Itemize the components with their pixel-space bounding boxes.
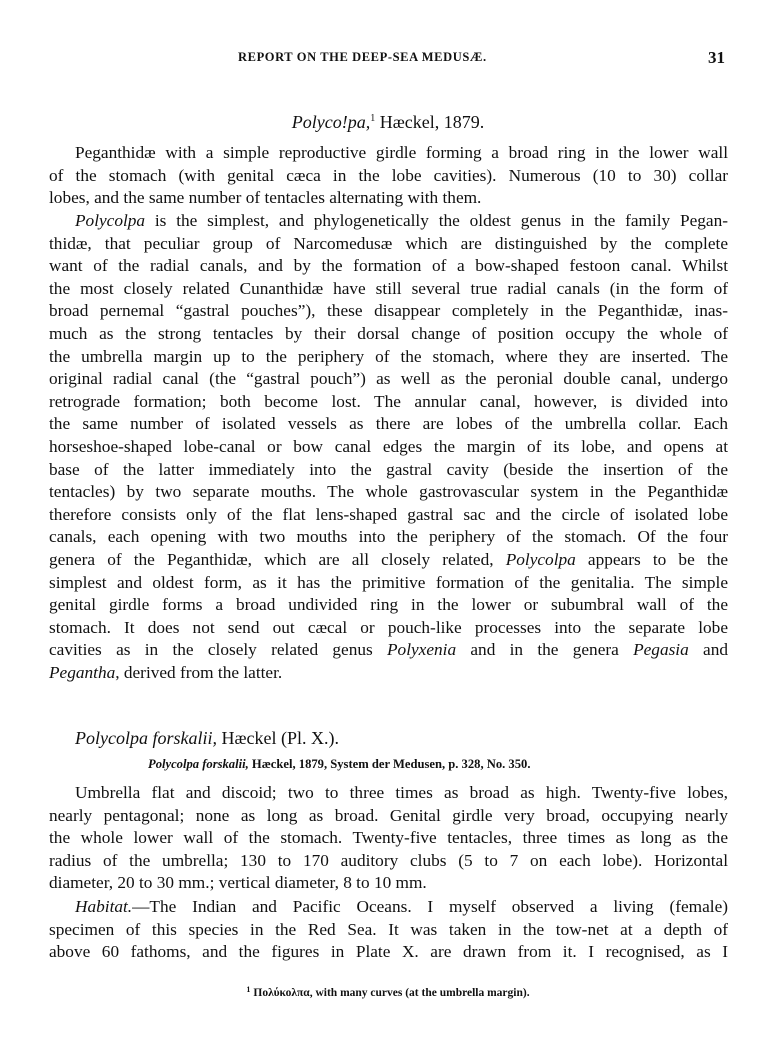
species-description-paragraph — [49, 782, 728, 895]
text-line — [49, 639, 728, 662]
species-authority: Hæckel (Pl. X.). — [216, 728, 339, 748]
species-heading — [75, 728, 339, 749]
footnote-number: 1 — [246, 985, 251, 994]
text-line: the most closely related Cunanthidæ have still several true radial canals (in the form of — [49, 278, 728, 298]
footnote-marker: 1 — [370, 113, 376, 124]
text-line: the whole lower wall of the stomach. Twenty-five tentacles, three times as long as the — [49, 828, 728, 848]
text-span: genera of the Peganthidæ, which are all closely related, — [49, 549, 506, 569]
text-line: canals, each opening with two mouths into the periphery of the stomach. Of the four — [49, 527, 728, 547]
text-line: stomach. It does not send out cæcal or pouch-like processes into the separate lobe — [49, 617, 728, 637]
text-span: appears to be the — [575, 549, 729, 569]
text-line — [49, 896, 728, 919]
text-line: therefore consists only of the flat lens-shaped gastral sac and the circle of isolated lobe — [49, 504, 728, 524]
text-line — [49, 210, 728, 233]
text-line: specimen of this species in the Red Sea. It was taken in the tow-net at a depth of — [49, 919, 728, 939]
text-line: Peganthidæ with a simple reproductive girdle forming a broad ring in the lower wall — [75, 143, 728, 162]
genus-name-italic: Pegasia — [633, 640, 689, 660]
synonym-citation: Hæckel, 1879, System der Medusen, p. 328, No. 350. — [248, 757, 531, 771]
text-line: thidæ, that peculiar group of Narcomedusæ which are distinguished by the complete — [49, 233, 728, 253]
text-line: of the stomach (with genital cæca in the lobe cavities). Numerous (10 to 30) collar — [49, 165, 728, 185]
text-line: horseshoe-shaped lobe-canal or bow canal edges the margin of its lobe, and opens at — [49, 436, 728, 456]
genus-authority: Hæckel, 1879. — [379, 112, 485, 132]
synonym-name: Polycolpa forskalii, — [148, 757, 249, 771]
text-line — [49, 549, 728, 572]
text-line: lobes, and the same number of tentacles alternating with them. — [49, 188, 482, 208]
text-line: base of the latter immediately into the gastral cavity (beside the insertion of the — [49, 459, 728, 479]
genus-name-italic: Polycolpa — [505, 549, 576, 569]
text-line: the same number of isolated vessels as there are lobes of the umbrella collar. Each — [49, 414, 728, 434]
footnote — [0, 985, 776, 999]
genus-name-italic: Polyxenia — [387, 640, 457, 660]
text-span: —The Indian and Pacific Oceans. I myself observed a living (female) — [132, 897, 728, 916]
footnote-text: with many curves (at the umbrella margin). — [312, 987, 530, 999]
text-line: diameter, 20 to 30 mm.; vertical diameter, 8 to 10 mm. — [49, 873, 427, 893]
species-name: Polycolpa forskalii, — [75, 728, 217, 748]
genus-name: Polyco!pa, — [291, 112, 371, 132]
text-span: cavities as in the closely related genus — [49, 640, 387, 660]
text-line: want of the radial canals, and by the formation of a bow-shaped festoon canal. Whilst — [49, 256, 728, 276]
running-head: REPORT ON THE DEEP-SEA MEDUSÆ. — [238, 50, 487, 64]
text-line: retrograde formation; both become lost. The annular canal, however, is divided into — [49, 391, 728, 411]
genus-heading — [0, 112, 776, 133]
genus-diagnosis-paragraph — [49, 142, 728, 210]
text-line: much as the strong tentacles by their dorsal change of position occupy the whole of — [49, 323, 728, 343]
habitat-label: Habitat. — [75, 897, 133, 916]
page-number: 31 — [708, 48, 725, 67]
text-line: nearly pentagonal; none as long as broad. Genital girdle very broad, occupying nearly — [49, 805, 728, 825]
text-line: simplest and oldest form, as it has the primitive formation of the genitalia. The simple — [49, 572, 728, 592]
text-span: and — [688, 640, 729, 660]
text-line: genital girdle forms a broad undivided ring in the lower or subumbral wall of the — [49, 595, 728, 615]
habitat-paragraph — [49, 896, 728, 964]
text-line: the umbrella margin up to the periphery of the stomach, where they are inserted. The — [49, 346, 728, 366]
text-span: is the simplest, and phylogenetically the oldest genus in the family Pegan- — [145, 211, 728, 230]
genus-discussion-paragraph — [49, 210, 728, 684]
genus-name-italic: Pegantha — [49, 662, 116, 682]
genus-name-italic: Polycolpa — [75, 211, 146, 230]
page-header — [0, 48, 776, 72]
text-span: , derived from the latter. — [115, 662, 283, 682]
text-line: original radial canal (the “gastral pouch”) as well as the peronial double canal, undergo — [49, 369, 728, 389]
synonymy-citation — [148, 757, 530, 772]
text-line: broad pernemal “gastral pouches”), these disappear completely in the Peganthidæ, inas- — [49, 301, 728, 321]
text-line: Umbrella flat and discoid; two to three times as broad as high. Twenty-five lobes, — [75, 783, 728, 802]
text-line: radius of the umbrella; 130 to 170 auditory clubs (5 to 7 on each lobe). Horizontal — [49, 850, 728, 870]
text-line: tentacles) by two separate mouths. The whole gastrovascular system in the Peganthidæ — [49, 482, 728, 502]
footnote-greek: Πολύκολπα, — [253, 987, 313, 999]
text-line: above 60 fathoms, and the figures in Plate X. are drawn from it. I recognised, as I — [49, 942, 728, 962]
text-span: and in the genera — [456, 640, 634, 660]
text-line — [49, 662, 728, 685]
